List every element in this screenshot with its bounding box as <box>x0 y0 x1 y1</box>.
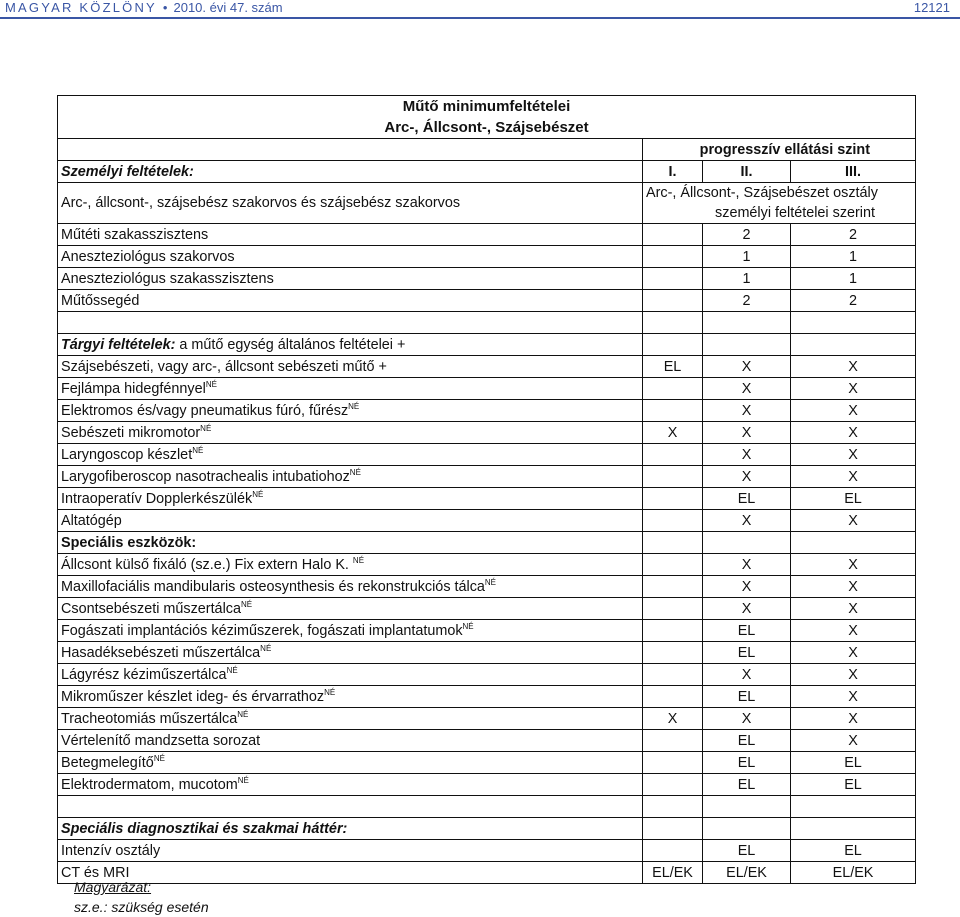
level-value <box>643 620 703 642</box>
item-label <box>58 730 643 752</box>
level-value <box>643 268 703 290</box>
level-value: 2 <box>703 224 791 246</box>
level-value <box>643 532 703 554</box>
level-value: X <box>791 510 916 532</box>
level-value: EL <box>703 642 791 664</box>
level-value: EL <box>791 840 916 862</box>
special-header-row <box>58 532 916 554</box>
level-ii: II. <box>703 161 791 183</box>
level-header-row <box>58 139 916 161</box>
level-value <box>643 334 703 356</box>
level-value <box>643 510 703 532</box>
requirements-table <box>57 95 916 884</box>
page-number: 12121 <box>913 0 950 15</box>
level-value: X <box>703 378 791 400</box>
special-row <box>58 554 916 576</box>
level-value: X <box>703 598 791 620</box>
personal-section-label: Személyi feltételek: <box>58 161 643 183</box>
item-label <box>58 422 643 444</box>
item-label <box>58 840 643 862</box>
item-label-text: Csontsebészeti műszertálca <box>61 600 241 617</box>
level-value: 2 <box>703 290 791 312</box>
item-label-text: Fejlámpa hidegfénnyel <box>61 380 206 397</box>
spacer-cell <box>703 312 791 334</box>
special-row <box>58 620 916 642</box>
level-value <box>643 466 703 488</box>
material-row <box>58 510 916 532</box>
special-row <box>58 774 916 796</box>
spacer-row <box>58 312 916 334</box>
note-line: Arc-, Állcsont-, Szájsebészet osztály <box>646 185 878 201</box>
page-header <box>0 0 960 16</box>
level-value: X <box>703 576 791 598</box>
level-value <box>703 532 791 554</box>
item-label-text: Larygofiberoscop nasotrachealis intubatiohoz <box>61 468 350 485</box>
item-label-text: Intenzív osztály <box>61 842 161 859</box>
item-label <box>58 356 643 378</box>
level-value: X <box>791 466 916 488</box>
item-label <box>58 686 643 708</box>
level-value: EL <box>791 488 916 510</box>
special-tools-label: Speciális eszközök: <box>58 532 643 554</box>
ne-marker: NÉ <box>200 423 212 433</box>
material-row <box>58 400 916 422</box>
special-row <box>58 642 916 664</box>
level-value: X <box>791 554 916 576</box>
level-value: EL/EK <box>643 862 703 884</box>
special-row <box>58 708 916 730</box>
bullet-icon: • <box>162 0 168 15</box>
level-value: X <box>791 730 916 752</box>
item-label <box>58 510 643 532</box>
title-row-1 <box>58 96 916 118</box>
level-value <box>643 444 703 466</box>
level-value: X <box>703 400 791 422</box>
item-label-text: Maxillofaciális mandibularis osteosynthesis és rekonstrukciós tálca <box>61 578 485 595</box>
ne-marker: NÉ <box>324 687 336 697</box>
level-value: X <box>791 576 916 598</box>
level-value <box>643 246 703 268</box>
note-line: személyi feltételei szerint <box>715 205 876 221</box>
level-value: X <box>791 422 916 444</box>
level-i: I. <box>643 161 703 183</box>
level-value: EL <box>703 774 791 796</box>
spacer-cell <box>643 312 703 334</box>
level-value: X <box>643 708 703 730</box>
ne-marker: NÉ <box>226 665 238 675</box>
level-value: X <box>791 400 916 422</box>
diag-row <box>58 840 916 862</box>
material-section <box>58 334 643 356</box>
special-row <box>58 752 916 774</box>
item-label-text: Tracheotomiás műszertálca <box>61 710 238 727</box>
level-value: EL <box>703 686 791 708</box>
item-label: Aneszteziológus szakorvos <box>58 246 643 268</box>
table-title: Műtő minimumfeltételei <box>58 96 916 118</box>
personal-note <box>643 183 916 224</box>
level-value: 2 <box>791 290 916 312</box>
level-value: X <box>791 708 916 730</box>
item-label-text: Laryngoscop készlet <box>61 446 193 463</box>
personal-row <box>58 246 916 268</box>
item-label <box>58 620 643 642</box>
item-label-text: Lágyrész kéziműszertálca <box>61 666 227 683</box>
level-value: X <box>703 708 791 730</box>
ne-marker: NÉ <box>462 621 474 631</box>
level-value <box>643 642 703 664</box>
level-value: X <box>791 356 916 378</box>
level-value: X <box>791 598 916 620</box>
material-row <box>58 422 916 444</box>
level-iii: III. <box>791 161 916 183</box>
item-label-text: Betegmelegítő <box>61 754 154 771</box>
spacer-cell <box>791 796 916 818</box>
table-subtitle: Arc-, Állcsont-, Szájsebészet <box>58 117 916 139</box>
explanation-line: sz.e.: szükség esetén <box>74 899 209 915</box>
level-value: X <box>703 444 791 466</box>
item-label: Műtéti szakasszisztens <box>58 224 643 246</box>
material-row <box>58 378 916 400</box>
item-label <box>58 400 643 422</box>
journal-name: MAGYAR KÖZLÖNY <box>5 0 157 15</box>
level-value: X <box>703 554 791 576</box>
ne-marker: NÉ <box>352 555 365 565</box>
item-label-text: Hasadéksebészeti műszertálca <box>61 644 261 661</box>
level-value: EL <box>703 730 791 752</box>
journal-header <box>5 0 283 15</box>
level-value <box>643 686 703 708</box>
level-value: X <box>703 510 791 532</box>
level-value: X <box>791 664 916 686</box>
material-row <box>58 444 916 466</box>
level-value: EL <box>791 752 916 774</box>
header-rule <box>0 17 960 19</box>
item-label-text: Sebészeti mikromotor <box>61 424 201 441</box>
level-value: 1 <box>703 246 791 268</box>
level-value: 1 <box>791 246 916 268</box>
ne-marker: NÉ <box>252 489 264 499</box>
item-label <box>58 774 643 796</box>
level-value: 1 <box>791 268 916 290</box>
spacer-cell <box>643 796 703 818</box>
item-label-text: Fogászati implantációs kéziműszerek, fogászati implantatumok <box>61 622 463 639</box>
spacer-cell <box>58 312 643 334</box>
level-value: X <box>791 378 916 400</box>
item-label <box>58 576 643 598</box>
level-value: EL/EK <box>791 862 916 884</box>
diag-section-label: Speciális diagnosztikai és szakmai háttér: <box>58 818 643 840</box>
level-header: progresszív ellátási szint <box>643 139 916 161</box>
level-value: X <box>791 444 916 466</box>
special-row <box>58 598 916 620</box>
ne-marker: NÉ <box>205 379 217 389</box>
level-value: EL <box>791 774 916 796</box>
level-value: EL <box>703 840 791 862</box>
item-label-text: CT és MRI <box>61 864 130 881</box>
level-value: EL <box>703 620 791 642</box>
item-label <box>58 598 643 620</box>
ne-marker: NÉ <box>153 753 165 763</box>
item-label-text: Állcsont külső fixáló (sz.e.) Fix extern Halo K. <box>61 556 353 573</box>
material-section-label: Tárgyi feltételek: <box>61 336 176 353</box>
item-label <box>58 752 643 774</box>
issue-label: 2010. évi 47. szám <box>173 0 283 15</box>
item-label <box>58 642 643 664</box>
item-label: Műtőssegéd <box>58 290 643 312</box>
title-row-2 <box>58 117 916 139</box>
item-label-text: Intraoperatív Dopplerkészülék <box>61 490 253 507</box>
level-value <box>643 664 703 686</box>
item-label <box>58 444 643 466</box>
level-value <box>643 554 703 576</box>
item-label <box>58 554 643 576</box>
ne-marker: NÉ <box>237 709 249 719</box>
item-label: Aneszteziológus szakasszisztens <box>58 268 643 290</box>
level-value: X <box>703 664 791 686</box>
level-value <box>643 576 703 598</box>
level-value: X <box>791 620 916 642</box>
level-value <box>643 598 703 620</box>
item-label-text: Szájsebészeti, vagy arc-, állcsont sebészeti műtő + <box>61 358 387 375</box>
ne-marker: NÉ <box>192 445 204 455</box>
item-label-text: Altatógép <box>61 512 122 529</box>
explanation-title: Magyarázat: <box>74 879 152 895</box>
level-value <box>703 334 791 356</box>
personal-row <box>58 224 916 246</box>
level-value <box>643 840 703 862</box>
ne-marker: NÉ <box>349 467 361 477</box>
level-value: X <box>703 466 791 488</box>
material-section-text: a műtő egység általános feltételei + <box>175 336 406 353</box>
level-value: 1 <box>703 268 791 290</box>
item-label <box>58 378 643 400</box>
material-row <box>58 488 916 510</box>
ne-marker: NÉ <box>237 775 249 785</box>
material-row <box>58 466 916 488</box>
special-row <box>58 576 916 598</box>
item-label <box>58 664 643 686</box>
level-value <box>643 488 703 510</box>
level-value <box>643 818 703 840</box>
level-value <box>643 752 703 774</box>
level-value <box>791 532 916 554</box>
item-label-text: Mikroműszer készlet ideg- és érvarrathoz <box>61 688 325 705</box>
item-label <box>58 708 643 730</box>
level-value <box>643 730 703 752</box>
level-value: X <box>703 356 791 378</box>
item-label <box>58 466 643 488</box>
level-value: X <box>703 422 791 444</box>
item-label-text: Elektromos és/vagy pneumatikus fúró, fűrész <box>61 402 349 419</box>
item-label <box>58 488 643 510</box>
personal-row <box>58 183 916 224</box>
level-value <box>643 400 703 422</box>
level-value: 2 <box>791 224 916 246</box>
ne-marker: NÉ <box>348 401 360 411</box>
special-row <box>58 730 916 752</box>
level-value <box>791 818 916 840</box>
ne-marker: NÉ <box>240 599 253 609</box>
level-value: X <box>791 686 916 708</box>
level-value <box>643 224 703 246</box>
diag-header-row <box>58 818 916 840</box>
item-label-text: Vértelenítő mandzsetta sorozat <box>61 732 261 749</box>
level-value <box>703 818 791 840</box>
explanation <box>74 877 209 917</box>
spacer-cell <box>703 796 791 818</box>
level-value: X <box>791 642 916 664</box>
spacer-cell <box>791 312 916 334</box>
item-label: Arc-, állcsont-, szájsebész szakorvos és szájsebész szakorvos <box>58 183 643 224</box>
ne-marker: NÉ <box>260 643 272 653</box>
level-value: EL/EK <box>703 862 791 884</box>
level-value <box>643 290 703 312</box>
level-value: EL <box>643 356 703 378</box>
personal-row <box>58 268 916 290</box>
level-value <box>643 378 703 400</box>
level-value: EL <box>703 488 791 510</box>
spacer-row <box>58 796 916 818</box>
material-row <box>58 356 916 378</box>
item-label-text: Elektrodermatom, mucotom <box>61 776 238 793</box>
personal-row <box>58 290 916 312</box>
material-header-row <box>58 334 916 356</box>
spacer-cell <box>58 796 643 818</box>
ne-marker: NÉ <box>484 577 497 587</box>
level-value: X <box>643 422 703 444</box>
level-value <box>643 774 703 796</box>
personal-header-row <box>58 161 916 183</box>
special-row <box>58 664 916 686</box>
special-row <box>58 686 916 708</box>
level-value <box>791 334 916 356</box>
level-value: EL <box>703 752 791 774</box>
